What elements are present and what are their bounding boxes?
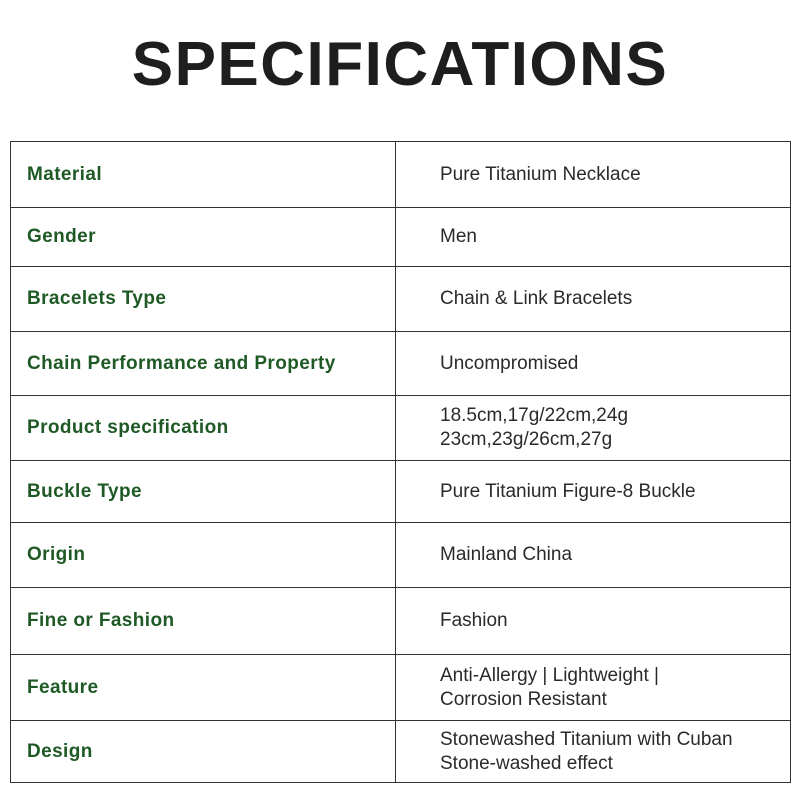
spec-label-material: Material (11, 142, 396, 208)
spec-value-material (396, 142, 791, 208)
table-row (11, 461, 791, 523)
spec-value-bracelets-type (396, 267, 791, 332)
spec-label-buckle-type: Buckle Type (11, 461, 396, 523)
table-row (11, 523, 791, 588)
table-row (11, 332, 791, 396)
spec-value-fine-or-fashion (396, 588, 791, 655)
spec-value-feature (396, 655, 791, 721)
spec-value-chain-performance (396, 332, 791, 396)
spec-value-line: Men (440, 226, 477, 247)
spec-value-line: Stonewashed Titanium with Cuban (440, 728, 733, 750)
spec-value-line: Fashion (440, 610, 508, 631)
spec-value-line: Anti-Allergy | Lightweight | (440, 664, 659, 686)
spec-value-line: Chain & Link Bracelets (440, 288, 633, 309)
spec-value-line: Mainland China (440, 544, 573, 565)
table-row (11, 267, 791, 332)
spec-label-design: Design (11, 721, 396, 783)
spec-value-origin (396, 523, 791, 588)
spec-label-chain-performance: Chain Performance and Property (11, 332, 396, 396)
spec-label-gender: Gender (11, 208, 396, 267)
spec-value-line: Pure Titanium Necklace (440, 163, 641, 185)
spec-value-line: Stone-washed effect (440, 752, 613, 774)
table-row (11, 396, 791, 461)
specifications-table (10, 141, 791, 783)
spec-value-line: Uncompromised (440, 352, 579, 374)
spec-label-fine-or-fashion: Fine or Fashion (11, 588, 396, 655)
spec-label-origin: Origin (11, 523, 396, 588)
spec-label-feature: Feature (11, 655, 396, 721)
spec-label-product-specification: Product specification (11, 396, 396, 461)
spec-value-line: 23cm,23g/26cm,27g (440, 429, 613, 450)
spec-value-buckle-type (396, 461, 791, 523)
spec-value-gender (396, 208, 791, 267)
table-row (11, 208, 791, 267)
spec-value-product-specification (396, 396, 791, 461)
table-row (11, 588, 791, 655)
table-row (11, 655, 791, 721)
table-row (11, 721, 791, 783)
spec-value-line: Pure Titanium Figure-8 Buckle (440, 480, 696, 502)
spec-value-line: Corrosion Resistant (440, 688, 607, 710)
spec-value-design (396, 721, 791, 783)
page-title: SPECIFICATIONS (131, 30, 669, 99)
spec-label-bracelets-type: Bracelets Type (11, 267, 396, 332)
table-row (11, 142, 791, 208)
spec-value-line: 18.5cm,17g/22cm,24g (440, 405, 629, 426)
